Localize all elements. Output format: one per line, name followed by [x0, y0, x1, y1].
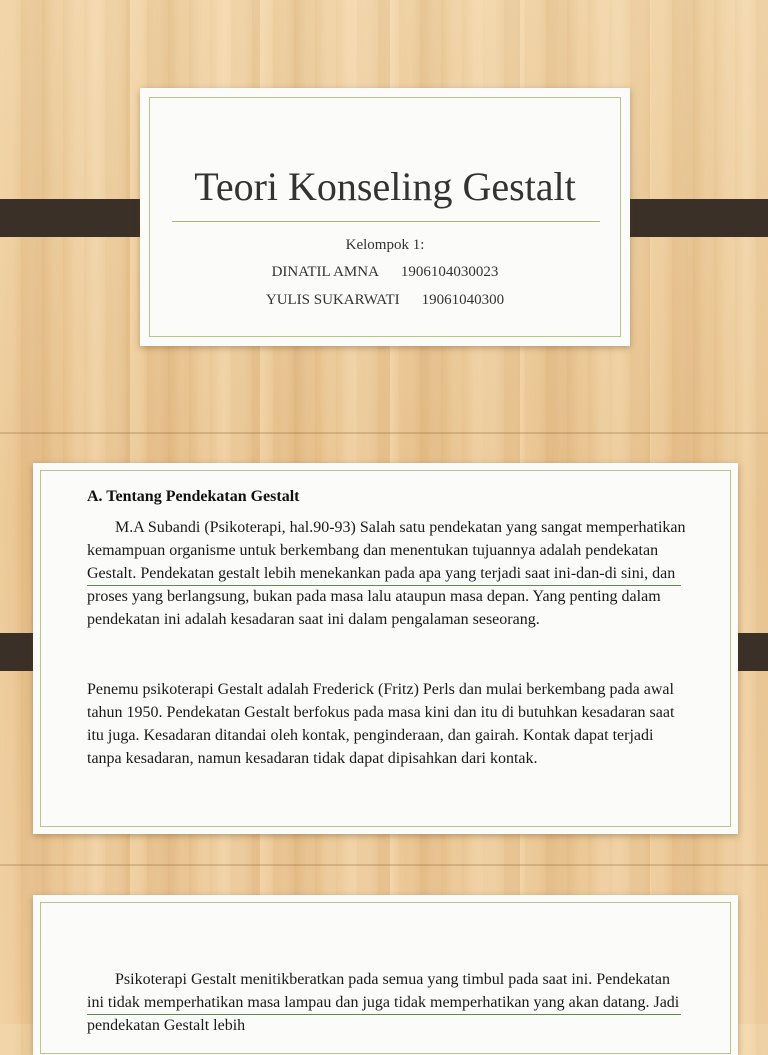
body-paragraph: M.A Subandi (Psikoterapi, hal.90-93) Salah satu pendekatan yang sangat memperhatikan kemampuan organisme untuk berkembang dan menentukan tujuannya adalah pendekatan Gestalt. Pendekatan gestalt lebih menekankan pada apa yang terjadi saat ini-dan-di sini, dan proses yang berlangsung, bukan pada masa lalu ataupun masa depan. Yang penting dalam pendekatan ini adalah kesadaran saat ini dalam pengalaman seseorang. — [87, 519, 686, 628]
slide-divider — [0, 864, 768, 866]
section-heading: A. Tentang Pendekatan Gestalt — [87, 488, 300, 505]
member-name: YULIS SUKARWATI — [265, 292, 400, 308]
member-id: 19061040300 — [421, 292, 505, 308]
body-paragraph: Penemu psikoterapi Gestalt adalah Frederick (Fritz) Perls dan mulai berkembang pada awal tahun 1950. Pendekatan Gestalt berfokus pada masa kini dan itu di butuhkan kesadaran saat itu juga. Kesadaran ditandai oleh kontak, penginderaan, dan gairah. Kontak dapat terjadi tanpa kesadaran, namun kesadaran tidak dapat dipisahkan dari kontak. — [87, 681, 675, 767]
presentation-title: Teori Konseling Gestalt — [194, 164, 576, 209]
content-card — [33, 463, 738, 834]
highlight-rule — [87, 1014, 681, 1015]
title-card — [140, 88, 630, 346]
group-label: Kelompok 1: — [345, 237, 425, 253]
left-strap — [0, 199, 155, 237]
right-strap — [613, 199, 768, 237]
content-card — [33, 895, 738, 1055]
slide-divider — [0, 432, 768, 434]
member-id: 1906104030023 — [400, 264, 499, 280]
member-row — [140, 292, 630, 309]
member-name: DINATIL AMNA — [271, 264, 379, 280]
body-paragraph: Psikoterapi Gestalt menitikberatkan pada semua yang timbul pada saat ini. Pendekatan ini tidak memperhatikan masa lampau dan juga tidak memperhatikan yang akan datang. Jadi pendekatan Gestalt lebih — [87, 971, 680, 1034]
title-rule — [172, 221, 600, 222]
member-row — [140, 264, 630, 281]
highlight-rule — [87, 585, 681, 586]
